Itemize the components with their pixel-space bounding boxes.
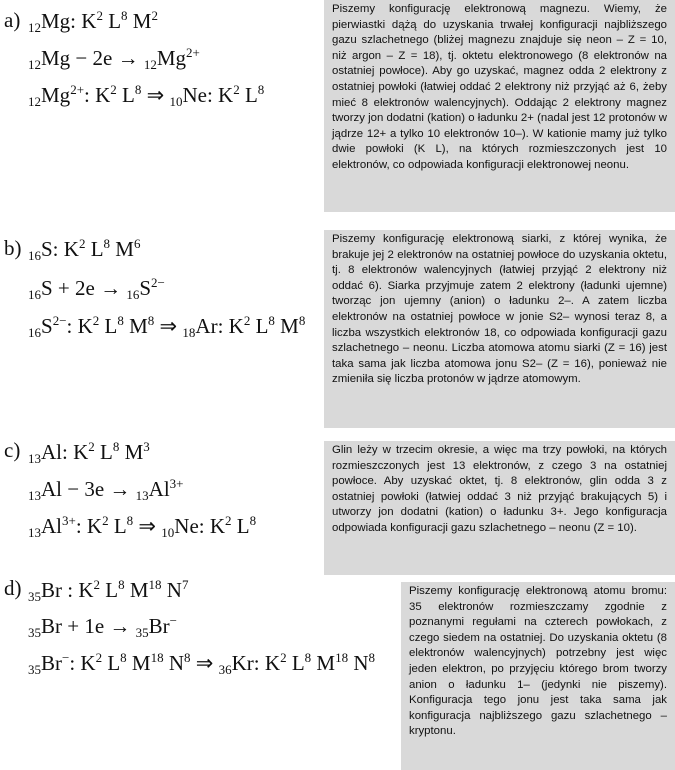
formula-text: S — [41, 314, 53, 338]
item-letter: d) — [4, 576, 22, 600]
subscript: 12 — [28, 20, 41, 35]
formula-line — [28, 9, 158, 34]
explanation-box: Piszemy konfigurację elektronową magnezu. Wiemy, że pierwiastki dążą do uzyskania trwałej konfiguracji najbliższego gazu szlachetnego (bliżej magnezu znajduje się neon – Z = 10, niż argon – Z = 18), tj. oktetu elektronowego (8 elektronów na ostatniej powłoce). Aby go uzyskać, magnez odda 2 elektrony z ostatniej powłoki (łatwiej oddać 2 elektrony niż przyjąć aż 6, żeby mieć 8 elektronów walencyjnych). Oddając 2 elektrony magnez tworzy jon dodatni (kation) o ładunku 2+ (nadal jest 12 protonów w jądrze 12+ a tylko 10 elektronów 10–). W kationie mamy już tylko dwie powłoki (K L), na których rozmieszczonych jest 10 elektronów, co odpowiada konfiguracji elektronowej neonu. — [324, 0, 675, 212]
explanation-box: Piszemy konfigurację elektronową atomu bromu: 35 elektronów rozmieszczamy zgodnie z poznanymi regułami na czterech powłokach, z czego siedem na ostatniej. Do uzyskania oktetu (8 elektronów walencyjnych) potrzebny jest więc jeden elektron, po przyjęciu którego brom tworzy anion o ładunku 1– (jedynki nie piszemy). Konfiguracja tego jonu jest taka sama jak konfiguracja najbliższego gazu szlachetnego – kryptonu. — [401, 582, 675, 770]
superscript: 2 — [78, 236, 86, 251]
superscript: 8 — [134, 82, 142, 97]
superscript: 18 — [150, 650, 164, 665]
superscript: 8 — [184, 650, 191, 665]
formula-text: ⇒ — [133, 514, 162, 538]
formula-text: Al: K — [41, 440, 89, 464]
formula-text: Mg — [41, 83, 71, 107]
superscript: 2 — [88, 439, 95, 454]
subscript: 35 — [28, 589, 41, 604]
formula-text: M — [123, 314, 148, 338]
superscript: 8 — [304, 650, 312, 665]
formula-text: L — [250, 314, 269, 338]
superscript: 8 — [112, 439, 120, 454]
subscript: 16 — [28, 287, 41, 302]
formula-text: ⇒ — [154, 314, 183, 338]
superscript: 2 — [92, 313, 100, 328]
formula-text: : K — [69, 651, 96, 675]
formula-line — [28, 651, 375, 676]
subscript: 16 — [126, 287, 140, 302]
formula-text: M — [126, 651, 151, 675]
formula-text: Ne: K — [182, 83, 234, 107]
formula-text: M — [311, 651, 336, 675]
formula-line — [28, 276, 165, 301]
explanation-box: Glin leży w trzecim okresie, a więc ma trzy powłoki, na których rozmieszczonych jest 13 elektronów, z czego 3 na ostatniej powłoce. Aby uzyskać oktet, tj. 8 elektronów, glin odda 3 z ostatniej powłoki (łatwiej oddać 3 niż przyjąć brakujących 5) i utworzy jon dodatni (kation) o ładunku 3+. Jego konfiguracja odpowiada konfiguracji gazu szlachetnego – neonu (Z = 10). — [324, 441, 675, 575]
formula-text: L — [102, 9, 122, 33]
formula-line — [28, 614, 177, 639]
subscript: 16 — [28, 248, 41, 263]
formula-line — [28, 514, 256, 539]
superscript: 2 — [243, 313, 251, 328]
item-letter: b) — [4, 236, 22, 260]
formula-text: Kr: K — [231, 651, 281, 675]
subscript: 35 — [135, 625, 149, 640]
superscript: 8 — [147, 313, 155, 328]
formula-text: Br — [148, 614, 170, 638]
formula-text: N — [161, 578, 182, 602]
superscript: 8 — [121, 8, 128, 23]
formula-text: M — [124, 578, 149, 602]
formula-line — [28, 314, 305, 339]
superscript: 8 — [117, 313, 124, 328]
superscript: − — [62, 650, 70, 665]
item-letter: a) — [4, 8, 21, 32]
superscript: 8 — [120, 650, 127, 665]
superscript: 8 — [126, 513, 134, 528]
superscript: 2 — [96, 8, 103, 23]
superscript: 2− — [151, 275, 165, 290]
superscript: 3 — [143, 439, 150, 454]
formula-text: Br — [41, 651, 62, 675]
formula-line — [28, 237, 140, 262]
formula-text: N — [163, 651, 185, 675]
formula-line — [28, 440, 150, 465]
formula-text: N — [348, 651, 369, 675]
formula-line — [28, 578, 188, 603]
subscript: 13 — [28, 488, 41, 503]
formula-text: L — [94, 440, 113, 464]
superscript: 8 — [103, 236, 111, 251]
formula-text: S: K — [41, 237, 79, 261]
subscript: 12 — [28, 57, 41, 72]
formula-text: L — [85, 237, 104, 261]
superscript: 2 — [233, 82, 240, 97]
formula-text: Mg: K — [41, 9, 97, 33]
superscript: 3+ — [169, 476, 184, 491]
formula-text: M — [119, 440, 144, 464]
formula-text: Al − 3e → — [41, 477, 136, 501]
formula-text: S — [139, 276, 152, 300]
formula-text: M — [127, 9, 152, 33]
superscript: 2 — [225, 513, 232, 528]
superscript: 7 — [181, 577, 189, 592]
formula-text: L — [102, 651, 121, 675]
subscript: 36 — [218, 662, 232, 677]
subscript: 13 — [28, 525, 41, 540]
subscript: 10 — [161, 525, 175, 540]
formula-text: : K — [84, 83, 111, 107]
formula-text: Al — [148, 477, 170, 501]
formula-text: L — [286, 651, 305, 675]
formula-text: Ar: K — [195, 314, 244, 338]
subscript: 10 — [169, 94, 183, 109]
formula-line — [28, 477, 184, 502]
formula-line — [28, 46, 200, 71]
superscript: − — [169, 613, 178, 628]
formula-text: Br : K — [41, 578, 94, 602]
formula-text: L — [239, 83, 258, 107]
formula-text: M — [274, 314, 299, 338]
superscript: 2 — [93, 577, 100, 592]
superscript: 2 — [102, 513, 109, 528]
formula-line — [28, 83, 264, 108]
formula-text: ⇒ — [141, 83, 170, 107]
superscript: 18 — [148, 577, 162, 592]
formula-text: : K — [66, 314, 93, 338]
formula-text: Al — [41, 514, 62, 538]
formula-text: L — [99, 314, 118, 338]
superscript: 8 — [257, 82, 265, 97]
subscript: 18 — [182, 325, 196, 340]
formula-text: Mg — [156, 46, 187, 70]
superscript: 8 — [268, 313, 275, 328]
formula-text: ⇒ — [190, 651, 219, 675]
superscript: 6 — [133, 236, 141, 251]
formula-text: L — [116, 83, 135, 107]
item-letter: c) — [4, 438, 21, 462]
superscript: 8 — [298, 313, 306, 328]
formula-text: Br + 1e → — [41, 614, 136, 638]
formula-text: Mg − 2e → — [41, 46, 144, 70]
formula-text: L — [100, 578, 119, 602]
subscript: 16 — [28, 325, 41, 340]
superscript: 8 — [368, 650, 375, 665]
subscript: 13 — [28, 451, 41, 466]
superscript: 2+ — [70, 82, 85, 97]
formula-text: M — [110, 237, 134, 261]
superscript: 2+ — [186, 45, 200, 60]
formula-text: S + 2e → — [41, 276, 127, 300]
formula-text: L — [108, 514, 127, 538]
superscript: 2 — [151, 8, 158, 23]
superscript: 18 — [335, 650, 349, 665]
superscript: 8 — [249, 513, 257, 528]
subscript: 12 — [143, 57, 157, 72]
explanation-box: Piszemy konfigurację elektronową siarki, z której wynika, że brakuje jej 2 elektronów na ostatniej powłoce do uzyskania oktetu, tj. 8 elektronów walencyjnych (łatwiej przyjąć 2 elektrony niż oddać 6). Siarka przyjmuje zatem 2 elektrony (ładunki ujemne) tworząc jon ujemny (anion) o ładunku 2–. A zatem liczba elektronów na ostatniej powłoce w jonie S2– wynosi teraz 8, a liczba wszystkich elektronów 18, co odpowiada konfiguracji gazu szlachetnego – neonu. Liczba atomowa atomu siarki (Z = 16) jest taka sama jak liczba atomowa jonu S2– (Z = 16), ponieważ nie zmieniła się liczba protonów w jądrze atomowym. — [324, 230, 675, 428]
subscript: 35 — [28, 625, 41, 640]
formula-text: Ne: K — [174, 514, 226, 538]
subscript: 35 — [28, 662, 41, 677]
superscript: 2 — [95, 650, 103, 665]
superscript: 2 — [110, 82, 117, 97]
formula-text: L — [231, 514, 250, 538]
superscript: 2 — [280, 650, 287, 665]
superscript: 8 — [118, 577, 125, 592]
subscript: 12 — [28, 94, 41, 109]
superscript: 2− — [52, 313, 67, 328]
subscript: 13 — [135, 488, 149, 503]
formula-text: : K — [75, 514, 103, 538]
superscript: 3+ — [62, 513, 76, 528]
